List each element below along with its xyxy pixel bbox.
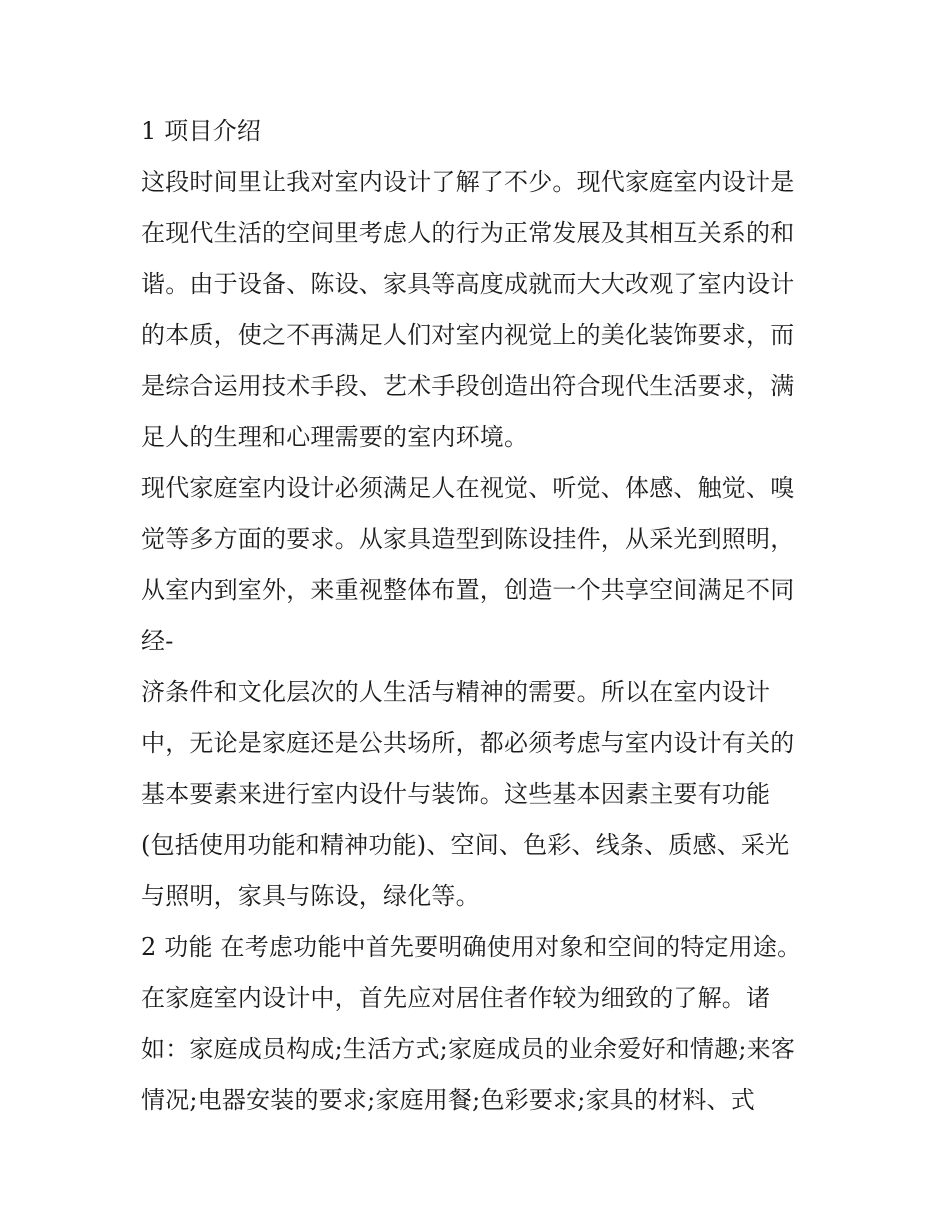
text-line: 从室内到室外，来重视整体布置，创造一个共享空间满足不同 <box>141 576 795 604</box>
text-line: 足人的生理和心理需要的室内环境。 <box>141 423 529 451</box>
text-line: 与照明，家具与陈设，绿化等。 <box>141 882 480 910</box>
text-line: 是综合运用技术手段、艺术手段创造出符合现代生活要求，满 <box>141 372 795 400</box>
text-line: 经- <box>141 627 174 655</box>
section-heading-function: 2 功能 在考虑功能中首先要明确使用对象和空间的特定用途。 <box>141 933 802 961</box>
text-line: 基本要素来进行室内设什与装饰。这些基本因素主要有功能 <box>141 780 771 808</box>
text-line: 这段时间里让我对室内设计了解了不少。现代家庭室内设计是 <box>141 168 795 196</box>
section-heading-project-intro: 1 项目介绍 <box>141 117 262 145</box>
text-line: 觉等多方面的要求。从家具造型到陈设挂件，从采光到照明， <box>141 525 795 553</box>
text-line: 现代家庭室内设计必须满足人在视觉、听觉、体感、触觉、嗅 <box>141 474 795 502</box>
text-line: 如：家庭成员构成;生活方式;家庭成员的业余爱好和情趣;来客 <box>141 1035 796 1063</box>
text-line: (包括使用功能和精神功能)、空间、色彩、线条、质感、采光 <box>141 831 790 859</box>
text-line: 情况;电器安装的要求;家庭用餐;色彩要求;家具的材料、式 <box>141 1086 755 1114</box>
text-line: 在家庭室内设计中，首先应对居住者作较为细致的了解。诸 <box>141 984 771 1012</box>
document-body <box>141 108 821 1128</box>
text-line: 中，无论是家庭还是公共场所，都必须考虑与室内设计有关的 <box>141 729 795 757</box>
text-line: 济条件和文化层次的人生活与精神的需要。所以在室内设计 <box>141 678 771 706</box>
text-line: 的本质，使之不再满足人们对室内视觉上的美化装饰要求，而 <box>141 321 795 349</box>
text-line: 谐。由于设备、陈设、家具等高度成就而大大改观了室内设计 <box>141 270 795 298</box>
text-line: 在现代生活的空间里考虑人的行为正常发展及其相互关系的和 <box>141 219 795 247</box>
